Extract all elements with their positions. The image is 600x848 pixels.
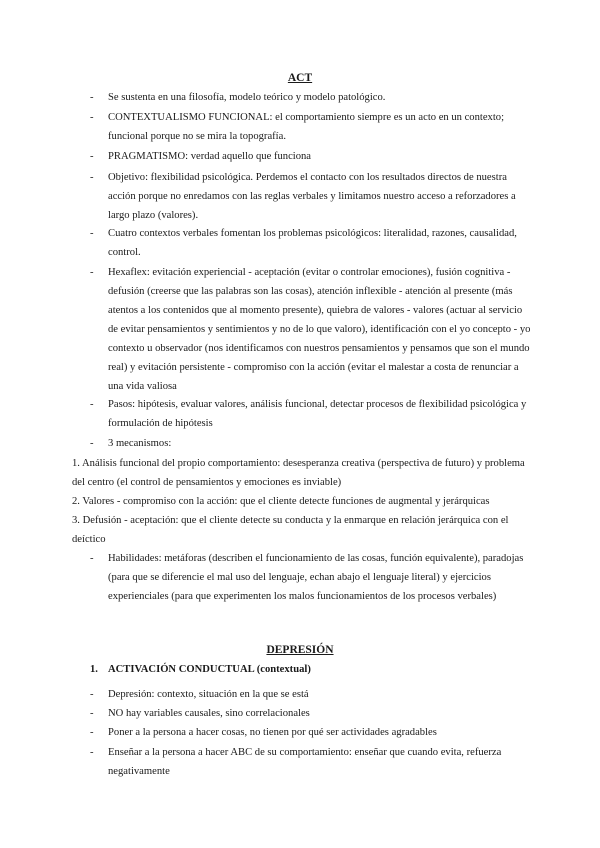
bullet-marker: - bbox=[90, 151, 94, 162]
depresion-bullet-1: Depresión: contexto, situación en la que se está bbox=[108, 689, 309, 700]
act-bullet-1: Se sustenta en una filosofía, modelo teórico y modelo patológico. bbox=[108, 92, 386, 103]
mechanism-2: 2. Valores - compromiso con la acción: que el cliente detecte funciones de augmental y jerárquicas bbox=[72, 496, 490, 507]
act-bullet-3: PRAGMATISMO: verdad aquello que funciona bbox=[108, 151, 312, 162]
bullet-marker: - bbox=[90, 689, 94, 700]
act-bullet-6-hexaflex: Hexaflex: evitación experiencial - aceptación (evitar o controlar emociones), fusión cognitiva - defusión (creerse que las palabras son las cosas), atención inflexible - atención al presente (más atentos a los contenidos que al momento presente), quiebra de valores - valores (actuar al servicio de evitar pensamientos y sentimientos y no de lo que valoro), identificación con el yo concepto - yo contexto u observador (nos identificamos con nuestros pensamientos y pensamos que son el mundo real) y evitación persistente - compromiso con la acción (evitar el malestar a costa de renunciar a una vida valiosa bbox=[108, 267, 531, 392]
bullet-marker: - bbox=[90, 747, 94, 758]
section-number: 1. bbox=[90, 664, 98, 675]
depresion-bullet-2: NO hay variables causales, sino correlacionales bbox=[108, 708, 310, 719]
bullet-marker: - bbox=[90, 228, 94, 239]
mechanism-3: 3. Defusión - aceptación: que el cliente detecte su conducta y la enmarque en relación jerárquica con el deíctico bbox=[72, 515, 509, 545]
depresion-bullet-3: Poner a la persona a hacer cosas, no tienen por qué ser actividades agradables bbox=[108, 727, 437, 738]
act-bullet-8: 3 mecanismos: bbox=[108, 438, 172, 449]
mechanism-1: 1. Análisis funcional del propio comportamiento: desesperanza creativa (perspectiva de futuro) y problema del centro (el control de pensamientos y emociones es inviable) bbox=[72, 458, 525, 488]
act-title: ACT bbox=[287, 72, 313, 84]
bullet-marker: - bbox=[90, 553, 94, 564]
bullet-marker: - bbox=[90, 172, 94, 183]
depresion-bullet-4: Enseñar a la persona a hacer ABC de su comportamiento: enseñar que cuando evita, refuerza negativamente bbox=[108, 747, 502, 777]
act-bullet-4: Objetivo: flexibilidad psicológica. Perdemos el contacto con los resultados directos de nuestra acción porque no enredamos con las reglas verbales y limitamos nuestro acceso a reforzadores a largo plazo (valores). bbox=[108, 172, 516, 221]
act-bullet-7: Pasos: hipótesis, evaluar valores, análisis funcional, detectar procesos de flexibilidad psicológica y formulación de hipótesis bbox=[108, 399, 527, 429]
bullet-marker: - bbox=[90, 399, 94, 410]
bullet-marker: - bbox=[90, 92, 94, 103]
act-bullet-5: Cuatro contextos verbales fomentan los problemas psicológicos: literalidad, razones, causalidad, control. bbox=[108, 228, 517, 258]
bullet-marker: - bbox=[90, 438, 94, 449]
depresion-title: DEPRESIÓN bbox=[266, 644, 334, 656]
section-heading: ACTIVACIÓN CONDUCTUAL (contextual) bbox=[108, 664, 311, 675]
bullet-marker: - bbox=[90, 112, 94, 123]
bullet-marker: - bbox=[90, 708, 94, 719]
act-skills: Habilidades: metáforas (describen el funcionamiento de las cosas, función equivalente), paradojas (para que se diferencie el mal uso del lenguaje, echan abajo el lenguaje literal) y ejercicios experienciales (para que experimenten los malos funcionamientos de los procesos verbales) bbox=[108, 553, 524, 602]
bullet-marker: - bbox=[90, 727, 94, 738]
bullet-marker: - bbox=[90, 267, 94, 278]
act-bullet-2: CONTEXTUALISMO FUNCIONAL: el comportamiento siempre es un acto en un contexto; funcional porque no se mira la topografía. bbox=[108, 112, 505, 142]
